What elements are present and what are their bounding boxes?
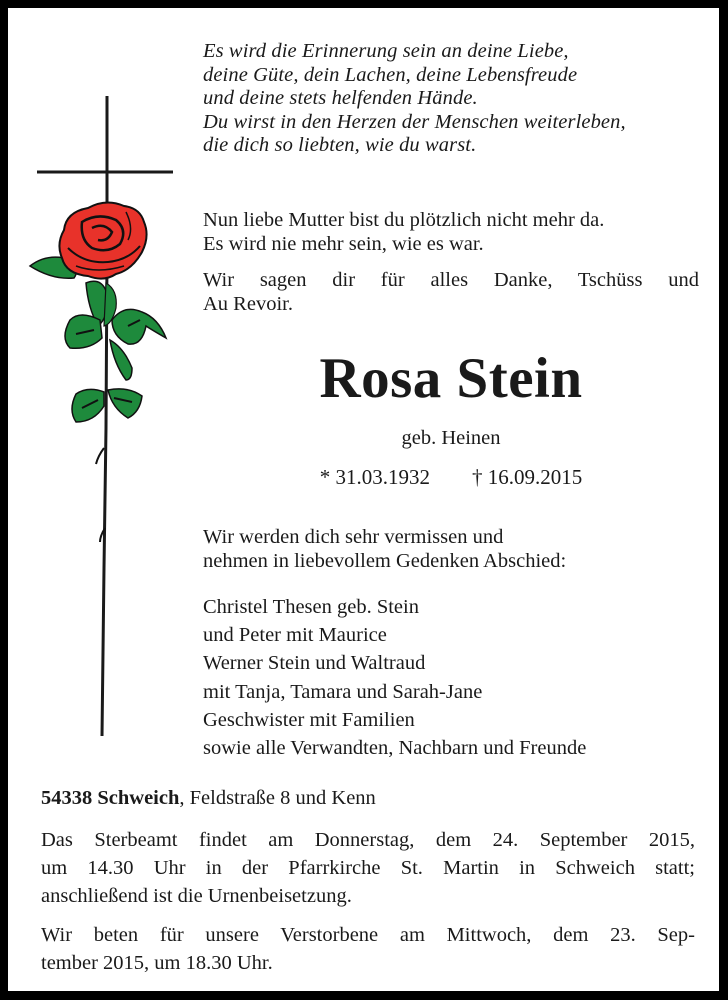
message-line: Nun liebe Mutter bist du plötzlich nicht mehr da. — [203, 209, 605, 231]
poem-line: Es wird die Erinnerung sein an deine Liebe, — [203, 40, 569, 62]
message-paragraph-2 — [203, 268, 699, 316]
address — [41, 786, 376, 810]
deceased-name: Rosa Stein — [319, 347, 583, 410]
cross-and-rose-illustration — [8, 8, 198, 768]
maiden-name: geb. Heinen — [401, 427, 501, 449]
message-paragraph-1 — [203, 208, 699, 256]
mourner-line: Geschwister mit Familien — [203, 708, 415, 731]
death-date: † 16.09.2015 — [472, 465, 583, 489]
poem-line: deine Güte, dein Lachen, deine Lebensfreude — [203, 63, 578, 86]
farewell-text — [203, 525, 566, 573]
mourners-list — [203, 593, 586, 762]
mourner-line: sowie alle Verwandten, Nachbarn und Freunde — [203, 737, 587, 760]
funeral-service-info — [41, 826, 695, 910]
poem-line: die dich so liebten, wie du warst. — [203, 134, 477, 157]
cross-icon — [37, 96, 173, 736]
message-line: Au Revoir. — [203, 293, 293, 315]
service-line: anschließend ist die Urnenbeisetzung. — [41, 885, 352, 907]
poem-line: Du wirst in den Herzen der Menschen weiterleben, — [203, 110, 626, 133]
address-street: , Feldstraße 8 und Kenn — [179, 787, 376, 809]
mourner-line: und Peter mit Maurice — [203, 624, 387, 647]
service-line: Das Sterbeamt findet am Donnerstag, dem 24. September 2015, — [41, 829, 695, 851]
birth-date: * 31.03.1932 — [319, 465, 430, 489]
message-line: Es wird nie mehr sein, wie es war. — [203, 233, 484, 255]
mourner-line: mit Tanja, Tamara und Sarah-Jane — [203, 680, 483, 703]
obituary-notice — [8, 8, 719, 991]
prayer-line: tember 2015, um 18.30 Uhr. — [41, 952, 273, 974]
mourner-line: Werner Stein und Waltraud — [203, 652, 426, 675]
message-line: Wir sagen dir für alles Danke, Tschüss und — [203, 269, 699, 291]
red-rose-icon — [30, 202, 166, 542]
poem-line: und deine stets helfenden Hände. — [203, 87, 478, 110]
address-town: 54338 Schweich — [41, 787, 180, 809]
life-dates — [203, 464, 699, 490]
poem — [203, 40, 719, 158]
service-line: um 14.30 Uhr in der Pfarrkirche St. Martin in Schweich statt; — [41, 857, 695, 879]
farewell-line: nehmen in liebevollem Gedenken Abschied: — [203, 550, 567, 572]
farewell-line: Wir werden dich sehr vermissen und — [203, 526, 504, 548]
mourner-line: Christel Thesen geb. Stein — [203, 596, 419, 618]
prayer-line: Wir beten für unsere Verstorbene am Mittwoch, dem 23. Sep- — [41, 924, 695, 946]
prayer-service-info — [41, 921, 695, 977]
